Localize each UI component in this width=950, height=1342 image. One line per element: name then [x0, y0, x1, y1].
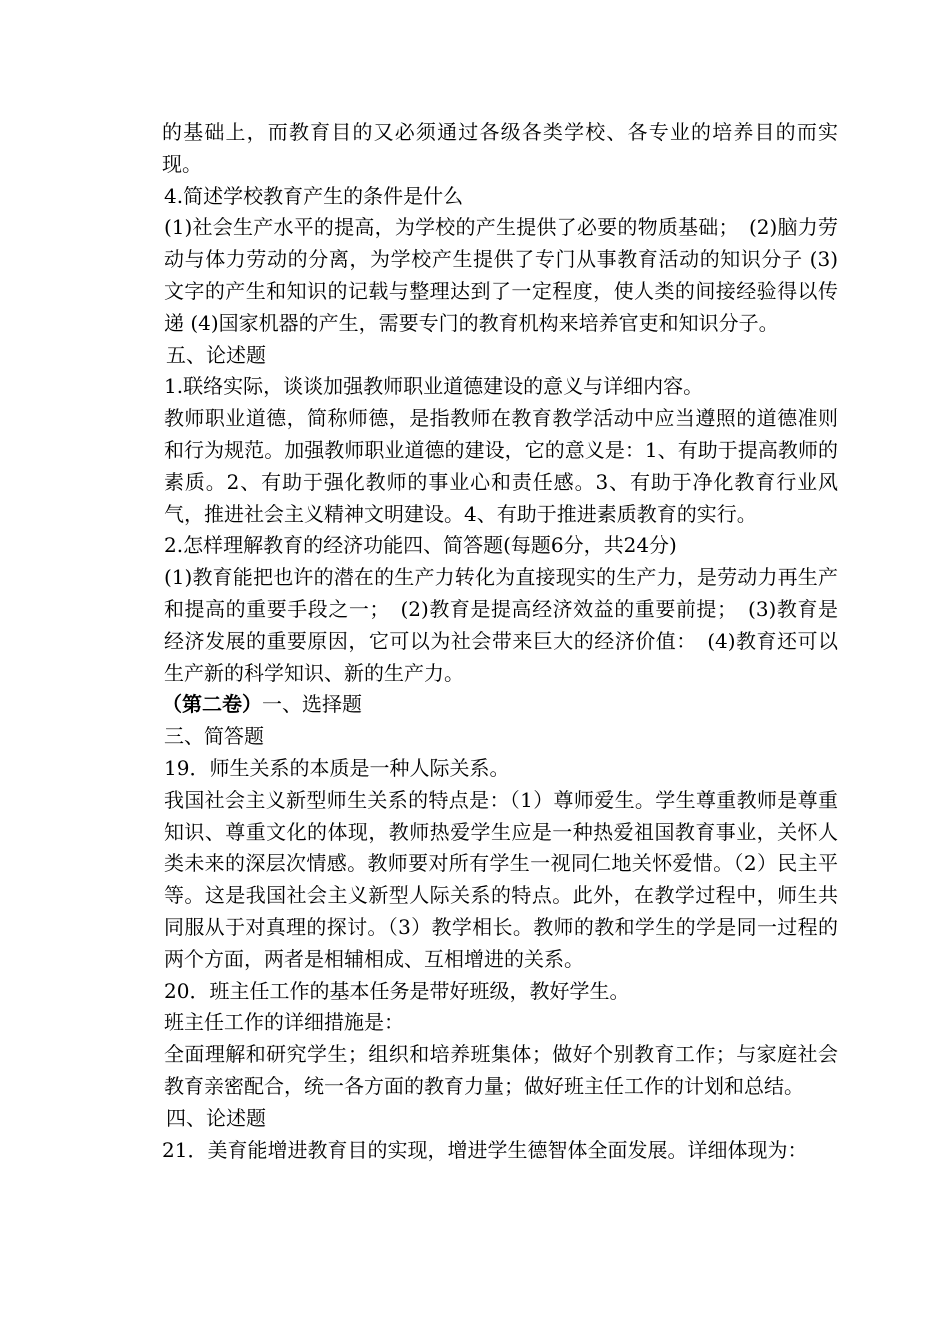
question-20-answer: 全面理解和研究学生；组织和培养班集体；做好个别教育工作；与家庭社会教育亲密配合，统一各方面的教育力量；做好班主任工作的计划和总结。 [164, 1042, 838, 1098]
paragraph-continuation: 的基础上，而教育目的又必须通过各级各类学校、各专业的培养目的而实现。 [162, 120, 838, 176]
question-20-subheading: 班主任工作的详细措施是： [164, 1010, 404, 1035]
document-body [162, 117, 838, 1166]
essay-answer-2: (1)教育能把也许的潜在的生产力转化为直接现实的生产力，是劳动力再生产和提高的重要手段之一； (2)教育是提高经济效益的重要前提； (3)教育是经济发展的重要原因，它可以为社会带来巨大的经济价值： (4)教育还可以生产新的科学知识、新的生产力。 [164, 565, 838, 685]
essay-question-2: 2.怎样理解教育的经济功能四、简答题(每题6分，共24分) [164, 533, 677, 558]
question-19: 19．师生关系的本质是一种人际关系。 [164, 755, 510, 780]
volume-two-section: 一、选择题 [262, 692, 362, 717]
question-4-heading: 4.简述学校教育产生的条件是什么 [164, 183, 464, 208]
volume-two-label: （第二卷） [162, 692, 262, 717]
volume-two-heading [162, 689, 838, 721]
essay-answer-1: 教师职业道德，简称师德，是指教师在教育教学活动中应当遵照的道德准则和行为规范。加强教师职业道德的建设，它的意义是：1、有助于提高教师的素质。2、有助于强化教师的事业心和责任感。3、有助于净化教育行业风气，推进社会主义精神文明建设。4、有助于推进素质教育的实行。 [164, 406, 838, 526]
question-20: 20．班主任工作的基本任务是带好班级，教好学生。 [164, 978, 630, 1003]
section-heading-essay-2: 四、论述题 [166, 1105, 266, 1130]
section-heading-essay: 五、论述题 [166, 342, 266, 367]
section-heading-short-answer: 三、简答题 [164, 724, 264, 749]
question-19-answer: 我国社会主义新型师生关系的特点是：（1）尊师爱生。学生尊重教师是尊重知识、尊重文化的体现，教师热爱学生应是一种热爱祖国教育事业，关怀人类未来的深层次情感。教师要对所有学生一视同仁地关怀爱惜。（2）民主平等。这是我国社会主义新型人际关系的特点。此外，在教学过程中，师生共同服从于对真理的探讨。（3）教学相长。教师的教和学生的学是同一过程的两个方面，两者是相辅相成、互相增进的关系。 [164, 787, 838, 971]
essay-question-1: 1.联络实际，谈谈加强教师职业道德建设的意义与详细内容。 [164, 374, 704, 399]
question-4-answer: (1)社会生产水平的提高，为学校的产生提供了必要的物质基础； (2)脑力劳动与体力劳动的分离，为学校产生提供了专门从事教育活动的知识分子 (3)文字的产生和知识的记载与整理达到了一定程度，使人类的间接经验得以传递 (4)国家机器的产生，需要专门的教育机构来培养官吏和知识分子。 [164, 215, 838, 335]
question-21: 21．美育能增进教育目的实现，增进学生德智体全面发展。详细体现为： [162, 1137, 808, 1162]
